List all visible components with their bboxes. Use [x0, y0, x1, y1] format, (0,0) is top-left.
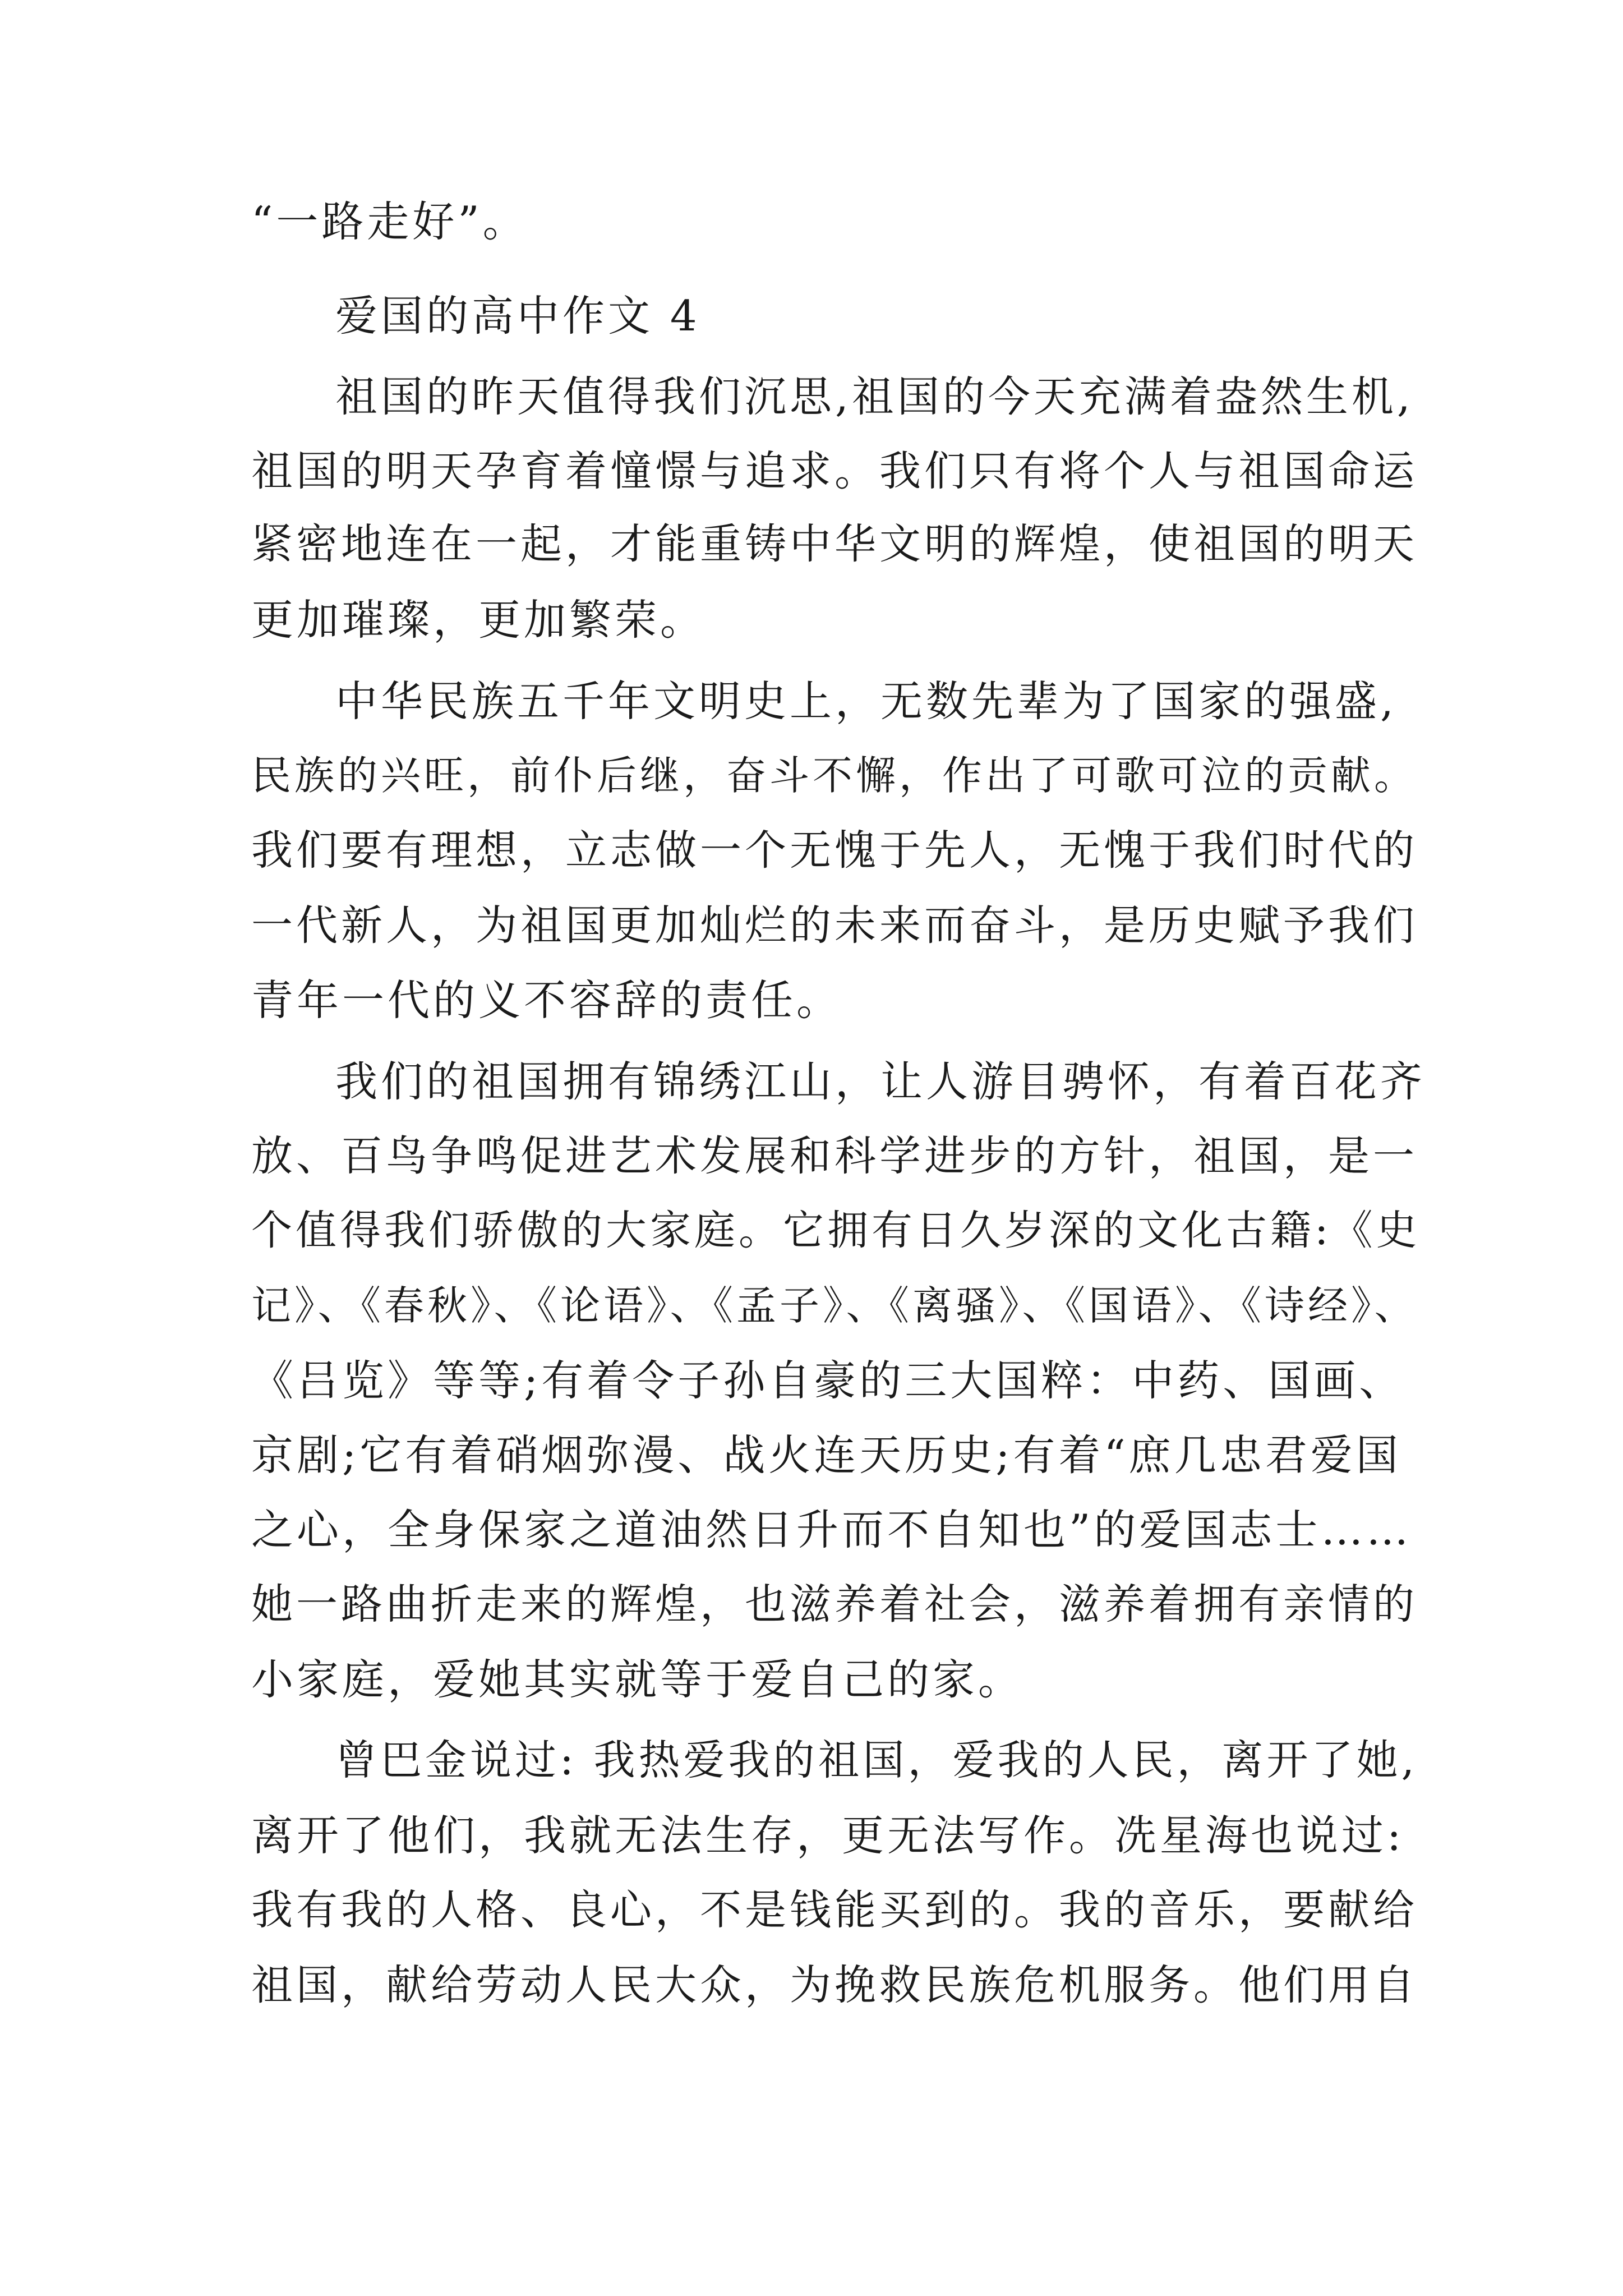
text-line: 之心，全身保家之道油然日升而不自知也”的爱国志士…… — [251, 1505, 1412, 1554]
text-line: 一代新人，为祖国更加灿烂的未来而奋斗，是历史赋予我们 — [251, 901, 1418, 950]
text-line: 记》、《春秋》、《论语》、《孟子》、《离骚》、《国语》、《诗经》、 — [251, 1282, 1418, 1329]
text-line: 曾巴金说过: 我热爱我的祖国，爱我的人民，离开了她, — [335, 1736, 1418, 1784]
text-line: 中华民族五千年文明史上，无数先辈为了国家的强盛, — [335, 677, 1397, 726]
text-line: 祖国的明天孕育着憧憬与追求。我们只有将个人与祖国命运 — [251, 447, 1418, 495]
essay-heading: 爱国的高中作文 4 — [335, 291, 700, 341]
text-line: 我有我的人格、良心，不是钱能买到的。我的音乐，要献给 — [251, 1886, 1418, 1934]
text-line: 个值得我们骄傲的大家庭。它拥有日久岁深的文化古籍:《史 — [251, 1207, 1421, 1254]
text-line: 紧密地连在一起，才能重铸中华文明的辉煌，使祖国的明天 — [251, 520, 1418, 568]
text-line: 我们要有理想，立志做一个无愧于先人，无愧于我们时代的 — [251, 826, 1418, 875]
text-line: “一路走好”。 — [251, 197, 528, 246]
text-line: 民族的兴旺，前仆后继，奋斗不懈，作出了可歌可泣的贡献。 — [251, 752, 1418, 799]
text-line: 离开了他们，我就无法生存，更无法写作。冼星海也说过: — [251, 1811, 1405, 1860]
text-line: 京剧;它有着硝烟弥漫、战火连天历史;有着“庶几忠君爱国 — [251, 1430, 1401, 1480]
text-line: 放、百鸟争鸣促进艺术发展和科学进步的方针，祖国，是一 — [251, 1132, 1418, 1180]
text-line: 祖国的昨天值得我们沉思,祖国的今天充满着盎然生机, — [335, 372, 1414, 421]
text-line: 小家庭，爱她其实就等于爱自己的家。 — [251, 1655, 1024, 1704]
text-line: 祖国，献给劳动人民大众，为挽救民族危机服务。他们用自 — [251, 1961, 1418, 2009]
text-line: 青年一代的义不容辞的责任。 — [251, 976, 842, 1025]
text-line: 更加璀璨，更加繁荣。 — [251, 595, 706, 645]
text-line: 《吕览》等等;有着令子孙自豪的三大国粹：中药、国画、 — [251, 1356, 1405, 1405]
text-line: 她一路曲折走来的辉煌，也滋养着社会，滋养着拥有亲情的 — [251, 1580, 1418, 1628]
text-line: 我们的祖国拥有锦绣江山，让人游目骋怀，有着百花齐 — [335, 1057, 1426, 1106]
